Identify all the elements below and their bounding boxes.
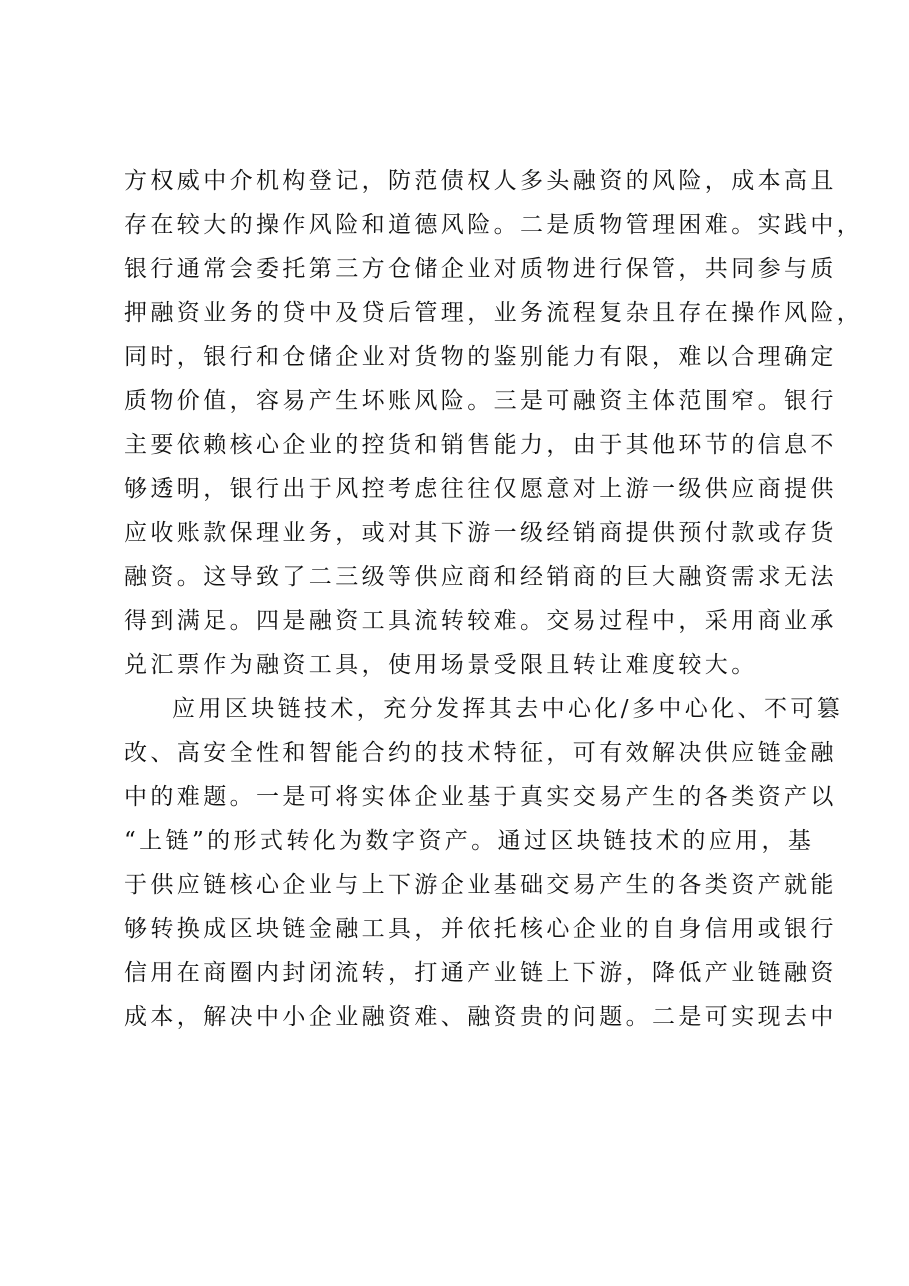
text-line: 得到满足。四是融资工具流转较难。交易过程中，采用商业承 <box>124 608 837 634</box>
text-line: 成本，解决中小企业融资难、融资贵的问题。二是可实现去中 <box>124 1004 837 1030</box>
body-text <box>124 159 864 1039</box>
text-line: 主要依赖核心企业的控货和销售能力，由于其他环节的信息不 <box>124 432 837 458</box>
text-line: 银行通常会委托第三方仓储企业对质物进行保管，共同参与质 <box>124 256 837 282</box>
text-line: 兑汇票作为融资工具，使用场景受限且转让难度较大。 <box>124 652 758 678</box>
text-line: 改、高安全性和智能合约的技术特征，可有效解决供应链金融 <box>124 740 837 766</box>
text-line: 押融资业务的贷中及贷后管理，业务流程复杂且存在操作风险， <box>124 300 864 326</box>
text-line: 够转换成区块链金融工具，并依托核心企业的自身信用或银行 <box>124 916 837 942</box>
paragraph-start-line: 应用区块链技术，充分发挥其去中心化/多中心化、不可篡 <box>172 696 844 722</box>
text-line: 应收账款保理业务，或对其下游一级经销商提供预付款或存货 <box>124 520 837 546</box>
text-line: 存在较大的操作风险和道德风险。二是质物管理困难。实践中， <box>124 212 864 238</box>
text-line: 融资。这导致了二三级等供应商和经销商的巨大融资需求无法 <box>124 564 837 590</box>
text-line: 方权威中介机构登记，防范债权人多头融资的风险，成本高且 <box>124 168 837 194</box>
text-line: 信用在商圈内封闭流转，打通产业链上下游，降低产业链融资 <box>124 960 837 986</box>
text-line: 中的难题。一是可将实体企业基于真实交易产生的各类资产以 <box>124 784 837 810</box>
text-line: 同时，银行和仓储企业对货物的鉴别能力有限，难以合理确定 <box>124 344 837 370</box>
text-line: 够透明，银行出于风控考虑往往仅愿意对上游一级供应商提供 <box>124 476 837 502</box>
text-line: 于供应链核心企业与上下游企业基础交易产生的各类资产就能 <box>124 872 837 898</box>
text-line: “上链”的形式转化为数字资产。通过区块链技术的应用，基 <box>124 828 815 854</box>
text-line: 质物价值，容易产生坏账风险。三是可融资主体范围窄。银行 <box>124 388 837 414</box>
